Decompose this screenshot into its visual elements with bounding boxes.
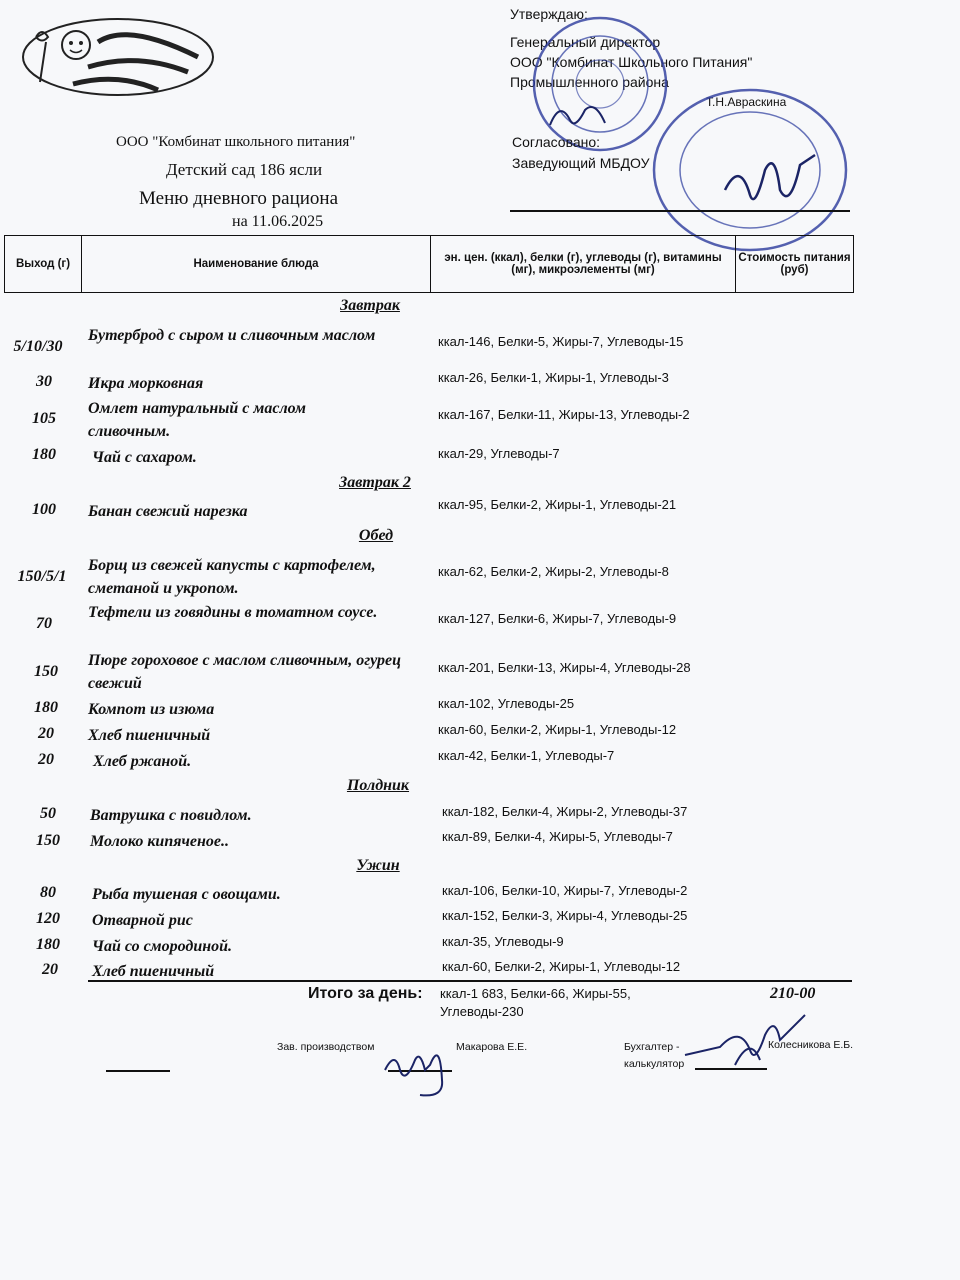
- item-name: Хлеб пшеничный: [92, 963, 215, 980]
- item-name: Борщ из свежей капусты с картофелем, сметаной и укропом.: [88, 557, 376, 597]
- section-breakfast: Завтрак: [340, 297, 400, 314]
- item-output: 150: [34, 663, 58, 680]
- item-name: Хлеб ржаной.: [93, 753, 192, 770]
- item-nutrition: ккал-182, Белки-4, Жиры-2, Углеводы-37: [442, 804, 688, 819]
- production-signature-icon: [380, 1040, 460, 1100]
- item-nutrition: ккал-29, Углеводы-7: [438, 446, 560, 461]
- item-name: Молоко кипяченое..: [90, 833, 229, 850]
- total-cost: 210-00: [770, 985, 816, 1002]
- section-dinner: Ужин: [356, 857, 400, 874]
- kindergarten-name: Детский сад 186 ясли: [166, 160, 323, 179]
- item-name: Компот из изюма: [88, 701, 215, 718]
- item-output: 50: [40, 805, 56, 822]
- item-nutrition: ккал-60, Белки-2, Жиры-1, Углеводы-12: [442, 959, 681, 974]
- accountant-signature-icon: [680, 1005, 810, 1080]
- item-output: 180: [32, 446, 56, 463]
- item-name: Пюре гороховое с маслом сливочным, огурец свежий: [88, 652, 402, 692]
- org-name: ООО "Комбинат школьного питания": [116, 134, 356, 150]
- total-divider: [88, 980, 852, 982]
- director-signature-icon: [545, 95, 615, 135]
- item-nutrition: ккал-146, Белки-5, Жиры-7, Углеводы-15: [438, 334, 684, 349]
- item-nutrition: ккал-42, Белки-1, Углеводы-7: [438, 748, 615, 763]
- item-output: 100: [32, 501, 56, 518]
- item-nutrition: ккал-62, Белки-2, Жиры-2, Углеводы-8: [438, 564, 669, 579]
- agreed-title: Согласовано:: [512, 134, 601, 150]
- item-nutrition: ккал-167, Белки-11, Жиры-13, Углеводы-2: [438, 407, 690, 422]
- col-output-header: Выход (г): [5, 236, 82, 293]
- production-name: Макарова Е.Е.: [456, 1041, 528, 1053]
- item-output: 150/5/1: [17, 568, 67, 585]
- item-nutrition: ккал-95, Белки-2, Жиры-1, Углеводы-21: [438, 497, 677, 512]
- table-header: [4, 235, 854, 293]
- item-output: 80: [40, 884, 56, 901]
- item-nutrition: ккал-102, Углеводы-25: [438, 696, 575, 711]
- agreed-position: Заведующий МБДОУ: [512, 155, 650, 171]
- agreed-block: [512, 132, 650, 174]
- item-name: Чай со смородиной.: [92, 938, 233, 955]
- approval-company: ООО "Комбинат Школьного Питания": [510, 54, 753, 70]
- item-output: 20: [38, 751, 54, 768]
- approval-title: Утверждаю:: [510, 6, 588, 22]
- accountant-label: Бухгалтер - калькулятор: [624, 1041, 685, 1070]
- item-output: 120: [36, 910, 60, 927]
- company-logo: [18, 12, 218, 102]
- item-nutrition: ккал-201, Белки-13, Жиры-4, Углеводы-28: [438, 660, 691, 675]
- item-output: 70: [36, 615, 52, 632]
- item-name: Икра морковная: [88, 375, 204, 392]
- item-nutrition: ккал-89, Белки-4, Жиры-5, Углеводы-7: [442, 829, 673, 844]
- approval-district: Промышленного района: [510, 74, 669, 90]
- item-nutrition: ккал-152, Белки-3, Жиры-4, Углеводы-25: [442, 908, 688, 923]
- item-output: 30: [36, 373, 52, 390]
- item-nutrition: ккал-127, Белки-6, Жиры-7, Углеводы-9: [438, 611, 677, 626]
- item-output: 150: [36, 832, 60, 849]
- total-label: Итого за день:: [308, 985, 423, 1002]
- item-output: 105: [32, 410, 56, 427]
- item-name: Бутерброд с сыром и сливочным маслом: [88, 327, 376, 344]
- col-nutrition-header: эн. цен. (ккал), белки (г), углеводы (г), витамины (мг), микроэлементы (мг): [431, 236, 736, 293]
- section-snack: Полдник: [346, 777, 410, 794]
- item-output: 180: [34, 699, 58, 716]
- item-output: 20: [38, 725, 54, 742]
- menu-date: на 11.06.2025: [232, 213, 324, 230]
- approval-position: Генеральный директор: [510, 34, 661, 50]
- item-name: Отварной рис: [92, 912, 193, 929]
- page-title: Меню дневного рациона: [139, 188, 339, 209]
- item-name: Банан свежий нарезка: [88, 503, 248, 520]
- item-name: Тефтели из говядины в томатном соусе.: [88, 604, 378, 621]
- production-label: Зав. производством: [277, 1041, 375, 1053]
- item-name: Чай с сахаром.: [92, 449, 197, 466]
- item-name: Ватрушка с повидлом.: [90, 807, 252, 824]
- item-name: Рыба тушеная с овощами.: [92, 886, 281, 903]
- item-output: 20: [42, 961, 58, 978]
- approval-signer: Т.Н.Авраскина: [706, 95, 787, 109]
- section-lunch: Обед: [358, 527, 394, 544]
- accountant-name: Колесникова Е.Б.: [768, 1039, 854, 1051]
- item-nutrition: ккал-35, Углеводы-9: [442, 934, 564, 949]
- item-nutrition: ккал-60, Белки-2, Жиры-1, Углеводы-12: [438, 722, 677, 737]
- signature-line: [106, 1070, 170, 1072]
- item-name: Омлет натуральный с маслом сливочным.: [88, 400, 307, 440]
- col-name-header: Наименование блюда: [82, 236, 431, 293]
- item-output: 5/10/30: [13, 338, 63, 355]
- item-nutrition: ккал-106, Белки-10, Жиры-7, Углеводы-2: [442, 883, 688, 898]
- item-output: 180: [36, 936, 60, 953]
- item-name: Хлеб пшеничный: [88, 727, 211, 744]
- col-cost-header: Стоимость питания (руб): [736, 236, 854, 293]
- agreed-signature-line: [510, 210, 850, 212]
- section-breakfast-2: Завтрак 2: [339, 474, 411, 491]
- item-nutrition: ккал-26, Белки-1, Жиры-1, Углеводы-3: [438, 370, 669, 385]
- total-nutrition: ккал-1 683, Белки-66, Жиры-55, Углеводы-230: [440, 986, 631, 1019]
